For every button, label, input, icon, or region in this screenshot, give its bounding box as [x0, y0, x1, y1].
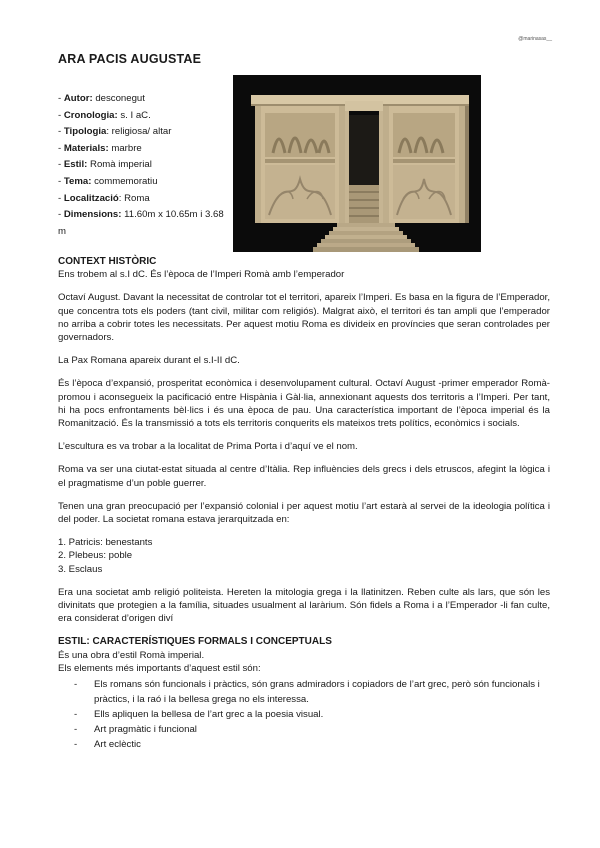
artwork-properties — [58, 91, 228, 240]
document-title: ARA PACIS AUGUSTAE — [58, 52, 202, 66]
property-value: desconegut — [92, 93, 145, 104]
list-item — [74, 707, 550, 722]
list-dash: - — [74, 739, 78, 751]
paragraph: Tenen una gran preocupació per l’expansió colonial i per aquest motiu l’art estarà al servei de la ideologia política i del poder. La societat romana estava jerarquitzada en: — [58, 500, 550, 526]
property-value: 11.60m x 10.65m i 3.68 m — [58, 209, 224, 237]
list-item-text: Ells apliquen la bellesa de l’art grec a la poesia visual. — [94, 709, 324, 721]
property-item: - Tipologia: religiosa/ altar — [58, 126, 172, 138]
list-item: 2. Plebeus: poble — [58, 550, 133, 562]
property-label: Cronologia: — [63, 109, 118, 121]
paragraph: És una obra d’estil Romà imperial. — [58, 649, 205, 661]
property-label: Tipologia — [63, 126, 107, 138]
document-body — [58, 255, 550, 752]
paragraph: La Pax Romana apareix durant el s.I-II dC. — [58, 355, 240, 367]
list-item-text: Art pragmàtic i funcional — [94, 724, 197, 736]
author-handle: @marinasas__ — [518, 36, 552, 42]
property-value: : Roma — [118, 192, 150, 204]
list-dash: - — [74, 679, 78, 691]
property-value: : religiosa/ altar — [106, 126, 172, 138]
list-item — [74, 722, 550, 737]
property-value: marbre — [108, 142, 142, 154]
paragraph: Octaví August. Davant la necessitat de controlar tot el territori, apareix l’Imperi. Es basa en la figura de l’Emperador, que concentra tots els poders (tant civil, militar com religiós). Malgrat això, el territori és tan ampli que l’emperador no arriba a cobrir totes les necessitats. Per aquest motiu Roma es divideix en províncies que seran controlades per governadors. — [58, 292, 550, 344]
section-heading-context: CONTEXT HISTÒRIC — [58, 256, 157, 267]
section-heading-style: ESTIL: CARACTERÍSTIQUES FORMALS I CONCEPTUALS — [58, 636, 332, 648]
property-item: - Tema: commemoratiu — [58, 175, 158, 187]
property-label: Localització — [63, 192, 119, 204]
paragraph: L’escultura es va trobar a la localitat de Prima Porta i d’aquí ve el nom. — [58, 441, 358, 453]
list-dash: - — [74, 724, 78, 736]
paragraph: Era una societat amb religió politeista. Hereten la mitologia grega i la llatinitzen. Reben culte als lars, que són les divinitats que protegien a la família, situades usualment al laràrium. Són fidels a Roma i a l’Emperador -li fan culte, era considerat d’origen diví — [58, 586, 550, 625]
property-label: Materials: — [63, 142, 109, 154]
property-item: - Estil: Romà imperial — [58, 159, 152, 171]
property-item: - Autor: desconegut — [58, 93, 145, 104]
paragraph: És l’època d’expansió, prosperitat econòmica i desenvolupament cultural. Octaví August -primer emperador Romà-promou i aconsegueix la pacificació entre Hispània i Gàl·lia, annexionant aquests dos territoris a l’Imperi. Per tant, hi ha pocs enfrontaments bèl·lics i és una època de pau. Una característica important de l’època imperial és la Romanització. És la transmissió a tots els territoris conquerits els mateixos trets polítics, econòmics i socials. — [58, 378, 550, 430]
property-value: Romà imperial — [87, 159, 152, 171]
paragraph: Els elements més importants d’aquest estil són: — [58, 662, 261, 674]
paragraph: Ens trobem al s.I dC. És l’època de l’Imperi Romà amb l’emperador — [58, 269, 345, 281]
property-label: Tema: — [63, 175, 92, 187]
style-elements-list — [58, 677, 550, 752]
paragraph: Roma va ser una ciutat-estat situada al centre d’Itàlia. Rep influències dels grecs i dels etruscos, afegint la lògica i el pragmatisme d’un poble guerrer. — [58, 464, 550, 489]
property-label: Estil: — [63, 159, 88, 171]
list-item: 3. Esclaus — [58, 563, 103, 575]
property-value: commemoratiu — [91, 175, 158, 187]
property-label: Dimensions: — [63, 209, 122, 221]
property-item: - Materials: marbre — [58, 142, 142, 154]
ara-pacis-photo — [233, 75, 481, 252]
property-value: s. I aC. — [117, 109, 151, 121]
list-item-text: Els romans són funcionals i pràctics, són grans admiradors i copiadors de l’art grec, però són funcionals i pràctics, i la raó i la bellesa grega no els interessa. — [94, 679, 540, 706]
social-classes-list — [58, 536, 550, 576]
list-item — [74, 677, 550, 707]
property-item: - Cronologia: s. I aC. — [58, 109, 151, 121]
property-item: - Localització: Roma — [58, 192, 150, 204]
property-label: Autor: — [63, 93, 93, 104]
list-item: 1. Patricis: benestants — [58, 537, 153, 549]
list-dash: - — [74, 709, 78, 721]
property-item: - Dimensions: 11.60m x 10.65m i 3.68 m — [58, 209, 224, 237]
list-item-text: Art eclèctic — [94, 739, 141, 751]
list-item — [74, 737, 550, 752]
